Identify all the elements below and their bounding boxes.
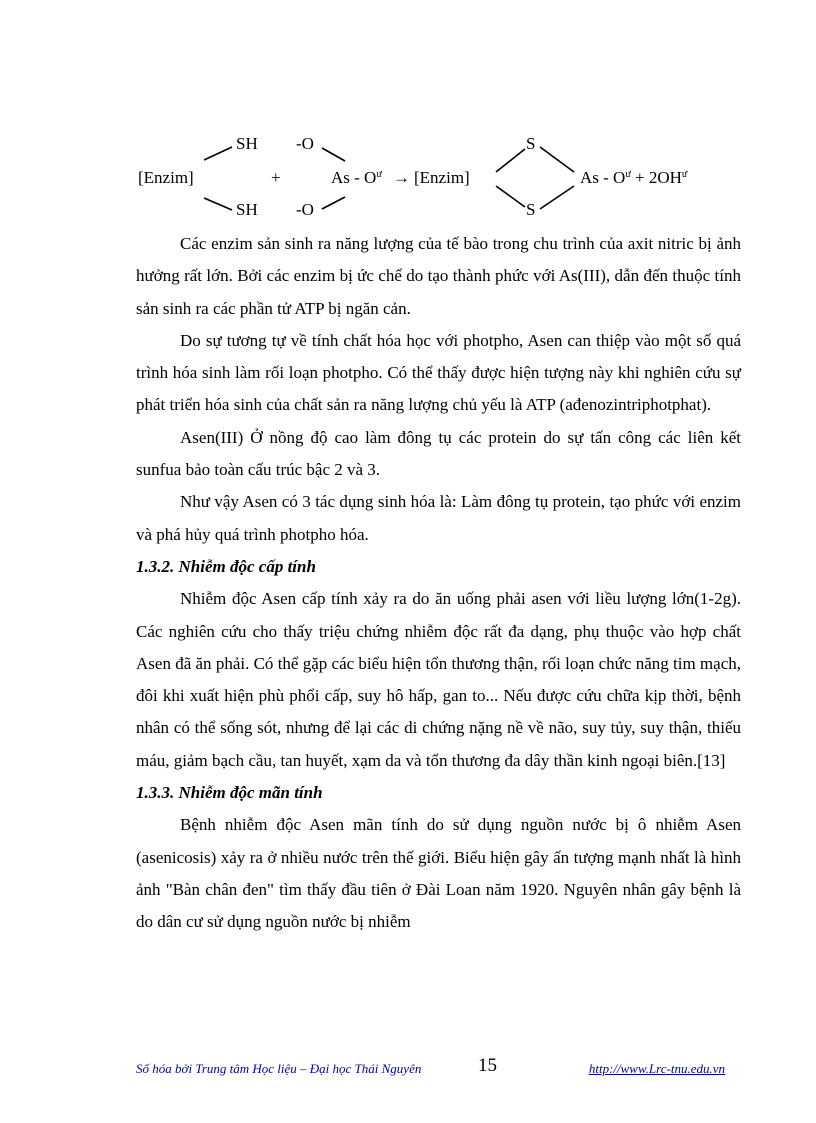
paragraph-acute-poisoning: Nhiễm độc Asen cấp tính xảy ra do ăn uống phải asen với liều lượng lớn(1-2g). Các nghiên cứu cho thấy triệu chứng nhiễm độc rất đa dạng, phụ thuộc vào hợp chất Asen đã ăn phải. Có thể gặp các biểu hiện tổn thương thận, rối loạn chức năng tim mạch, đôi khi xuất hiện phù phổi cấp, suy hô hấp, gan to... Nếu được cứu chữa kịp thời, bệnh nhân có thể sống sót, nhưng để lại các di chứng nặng nề về não, suy tủy, suy thận, thiếu máu, giảm bạch cầu, tan huyết, xạm da và tổn thương đa dây thần kinh ngoại biên.[13] <box>136 589 741 770</box>
page-footer <box>136 1053 741 1081</box>
oh-sup: ư <box>681 169 688 180</box>
plus-oh-text: + 2OH <box>635 168 682 187</box>
enzim-left: [Enzim] <box>138 168 194 187</box>
bond-line-s-top-left <box>496 149 525 172</box>
as-left-sup: ư <box>376 169 382 180</box>
heading-acute-poisoning: 1.3.2. Nhiễm độc cấp tính <box>136 556 316 576</box>
o-top: -O <box>296 134 314 153</box>
page-number: 15 <box>478 1055 497 1076</box>
heading-chronic-poisoning: 1.3.3. Nhiễm độc mãn tính <box>136 783 323 803</box>
s-top: S <box>526 134 536 153</box>
as-left <box>331 168 382 188</box>
as-right-text: As - O <box>580 168 626 187</box>
bond-line-s-bottom-left <box>496 186 525 207</box>
bond-line-o-top <box>322 148 345 161</box>
bond-line-sh-top <box>204 147 232 160</box>
as-right-sup: ư <box>625 169 631 180</box>
bond-line-o-bottom <box>322 197 345 209</box>
sh-bottom: SH <box>236 200 258 219</box>
sh-top: SH <box>236 134 258 153</box>
bond-line-sh-bottom <box>204 198 232 210</box>
enzim-right: [Enzim] <box>414 168 470 187</box>
bond-line-s-bottom-right <box>540 186 574 209</box>
paragraph-chronic-poisoning: Bệnh nhiễm độc Asen mãn tính do sử dụng nguồn nước bị ô nhiễm Asen (asenicosis) xảy ra ở nhiều nước trên thế giới. Biểu hiện gây ấn tượng mạnh nhất là hình ảnh "Bàn chân đen" tìm thấy đầu tiên ở Đài Loan năm 1920. Nguyên nhân gây bệnh là do dân cư sử dụng nguồn nước bị nhiễm <box>136 815 741 932</box>
o-bottom: -O <box>296 200 314 219</box>
chemical-equation <box>0 125 816 225</box>
body-text <box>136 228 741 939</box>
as-right <box>580 168 687 188</box>
paragraph-summary: Như vậy Asen có 3 tác dụng sinh hóa là: Làm đông tụ protein, tạo phức với enzim và phá hủy quá trình photpho hóa. <box>136 492 741 544</box>
paragraph-photpho: Do sự tương tự về tính chất hóa học với photpho, Asen can thiệp vào một số quá trình hóa sinh làm rối loạn photpho. Có thể thấy được hiện tượng này khi nghiên cứu sự phát triển hóa sinh của chất sản ra năng lượng chủ yếu là ATP (ađenozintriphotphat). <box>136 330 741 415</box>
paragraph-protein: Asen(III) Ở nồng độ cao làm đông tụ các protein do sự tấn công các liên kết sunfua bảo toàn cấu trúc bậc 2 và 3. <box>136 427 741 480</box>
plus-sign: + <box>271 168 281 187</box>
reaction-arrow: → <box>393 168 410 187</box>
footer-source: Số hóa bởi Trung tâm Học liệu – Đại học Thái Nguyên <box>136 1061 422 1076</box>
s-bottom: S <box>526 200 536 219</box>
footer-link[interactable]: http://www.Lrc-tnu.edu.vn <box>588 1061 725 1076</box>
paragraph-enzim-effect: Các enzim sản sinh ra năng lượng của tế bào trong chu trình của axit nitric bị ảnh hưởng rất lớn. Bởi các enzim bị ức chế do tạo thành phức với As(III), dẫn đến thuộc tính sản sinh ra các phần tử ATP bị ngăn cản. <box>136 234 741 318</box>
bond-line-s-top-right <box>540 147 574 172</box>
as-left-text: As - O <box>331 168 377 187</box>
